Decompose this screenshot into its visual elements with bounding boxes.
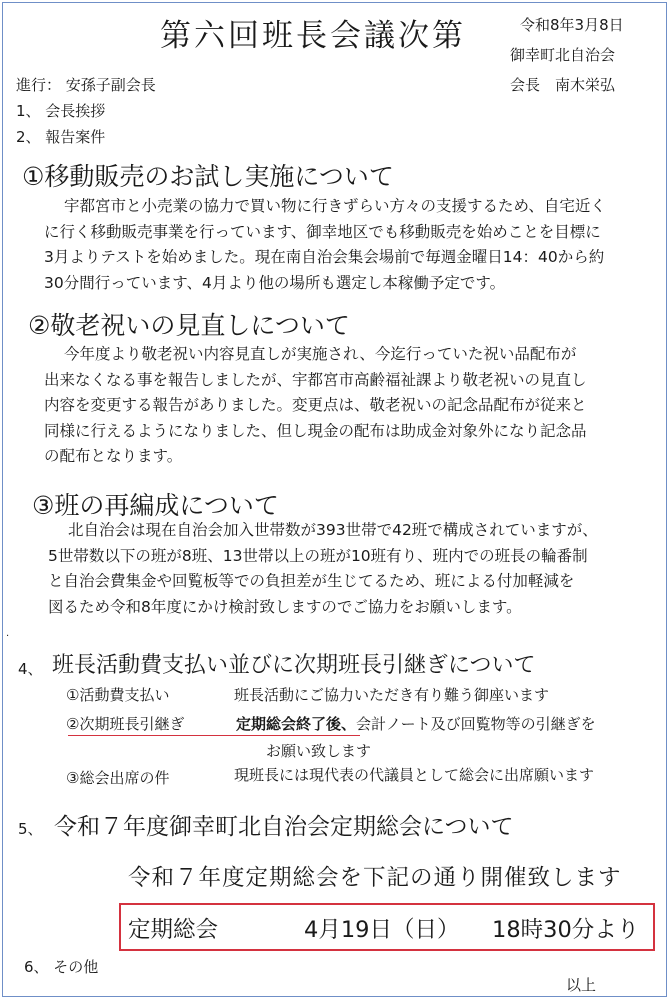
report-1-heading: ①移動販売のお試し実施について	[22, 162, 394, 191]
attendance-text: 現班長には現代表の代議員として総会に出席願います	[234, 766, 595, 784]
section-5-heading: 令和７年度御幸町北自治会定期総会について	[54, 814, 514, 840]
report-1-line: 3月よりテストを始めました。現在南自治会集会場前で毎週金曜日14：40から約	[44, 248, 605, 266]
document-title: 第六回班長会議次第	[160, 18, 466, 54]
handover-underline	[68, 735, 360, 736]
facilitator: 進行： 安孫子副会長	[16, 76, 156, 94]
section-5-number: 5、	[18, 820, 43, 838]
agenda-item-1: 1、 会長挨拶	[16, 102, 106, 120]
report-2-body	[44, 342, 587, 470]
document-date: 令和8年3月8日	[520, 16, 624, 34]
report-2-line: 内容を変更する報告がありました。変更点は、敬老祝いの記念品配布が従来と	[44, 396, 587, 414]
report-3-line: 北自治会は現在自治会加入世帯数が393世帯で42班で構成されていますが、	[68, 521, 598, 539]
handover-label: ②次期班長引継ぎ	[66, 715, 185, 733]
attendance-label: ③総会出席の件	[66, 769, 170, 787]
report-2-line: 出来なくなる事を報告しましたが、宇都宮市高齢福祉課より敬老祝いの見直し	[44, 370, 587, 389]
meeting-notice: 令和７年度定期総会を下記の通り開催致します	[128, 865, 622, 891]
activity-payment-text: 班長活動にご協力いただき有り難う御座います	[234, 686, 550, 704]
meeting-date: 4月19日（日）	[304, 917, 460, 943]
report-2-heading: ②敬老祝いの見直しについて	[28, 311, 350, 340]
report-2-line: 同様に行えるようになりました、但し現金の配布は助成金対象外になり記念品	[44, 421, 587, 440]
handover-timing: 定期総会終了後、	[236, 715, 357, 733]
report-1-line: 30分間行っています、4月より他の場所も選定し本稼働予定です。	[44, 273, 506, 292]
section-4-heading: 班長活動費支払い並びに次期班長引継ぎについて	[52, 653, 536, 678]
report-3-heading: ③班の再編成について	[32, 491, 279, 520]
association-name: 御幸町北自治会	[510, 46, 616, 64]
report-1-line: に行く移動販売事業を行っています、御幸地区でも移動販売を始めことを目標に	[44, 222, 601, 241]
handover-text	[236, 713, 596, 734]
chairperson-name: 会長 南木栄弘	[510, 76, 616, 94]
agenda-item-2: 2、 報告案件	[16, 128, 106, 146]
report-3-body	[48, 518, 598, 620]
report-3-line: 図るため令和8年度にかけ検討致しますのでご協力をお願いします。	[48, 597, 522, 616]
meeting-time: 18時30分より	[492, 917, 640, 943]
report-2-line: の配布となります。	[44, 447, 183, 465]
closing-mark: 以上	[566, 976, 597, 994]
report-1-line: 宇都宮市と小売業の協力で買い物に行きずらい方々の支援するため、自宅近く	[64, 197, 606, 215]
report-1-body	[44, 194, 606, 296]
activity-payment-label: ①活動費支払い	[66, 686, 170, 704]
report-3-line: と自治会費集金や回覧板等での負担差が生じてるため、班による付加軽減を	[48, 572, 575, 590]
agenda-item-6: 6、 その他	[24, 958, 99, 976]
meeting-label: 定期総会	[128, 917, 219, 943]
report-2-line: 今年度より敬老祝い内容見直しが実施され、今迄行っていた祝い品配布が	[64, 345, 577, 363]
handover-body: 会計ノート及び回覧物等の引継ぎを	[356, 715, 596, 733]
section-4-number: 4、	[18, 660, 43, 678]
stray-mark: .	[6, 628, 10, 639]
report-3-line: 5世帯数以下の班が8班、13世帯以上の班が10班有り、班内での班長の輪番制	[48, 546, 588, 565]
handover-text-cont: お願い致します	[266, 742, 372, 760]
